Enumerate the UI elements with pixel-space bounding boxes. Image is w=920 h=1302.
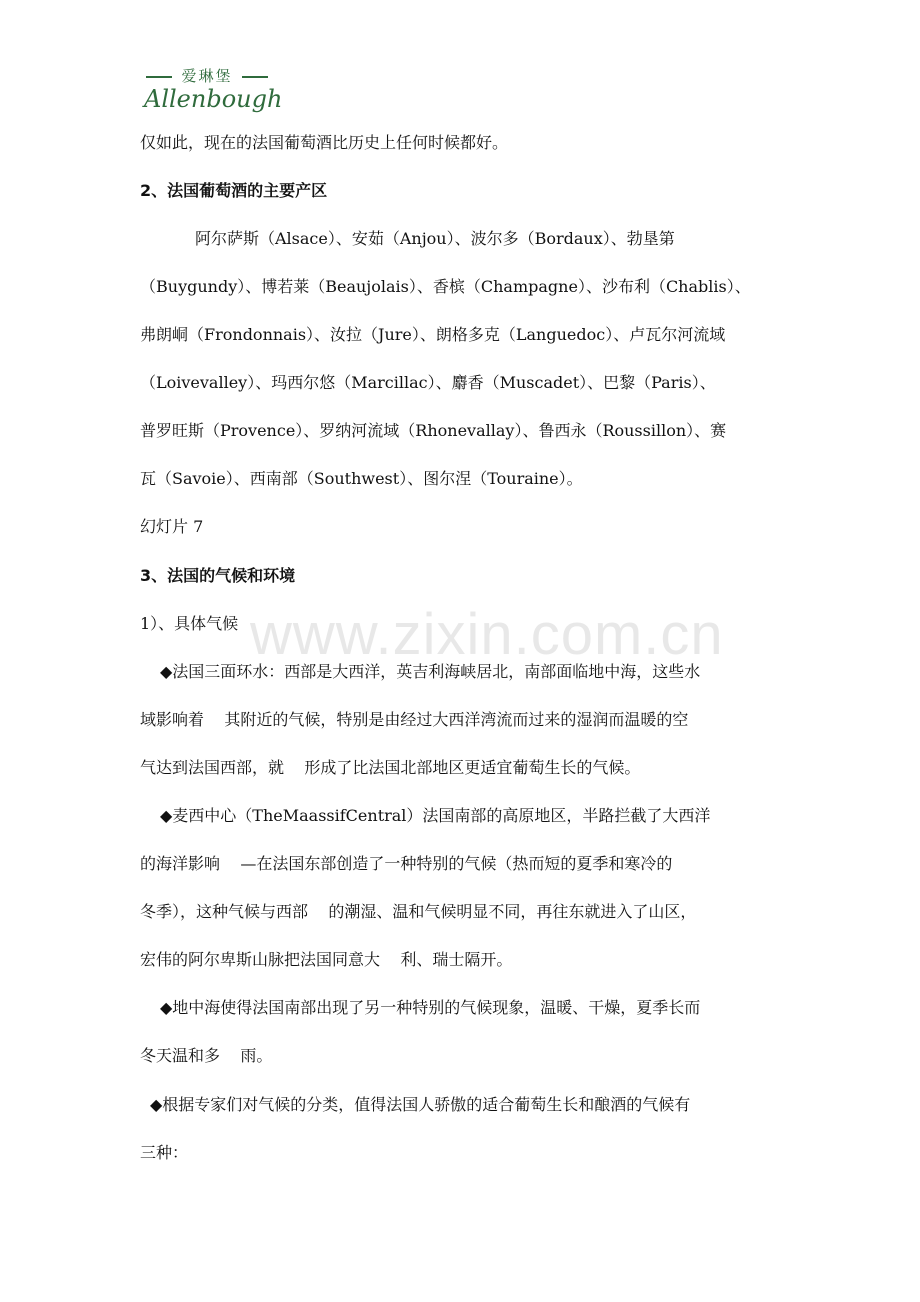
climate-para2-line4: 宏伟的阿尔卑斯山脉把法国同意大 利、瑞士隔开。 (140, 950, 513, 969)
logo-rule-right (242, 76, 268, 78)
climate-para2-line1: ◆麦西中心（TheMaassifCentral）法国南部的高原地区，半路拦截了大西洋 (160, 806, 711, 825)
climate-para3-line1: ◆地中海使得法国南部出现了另一种特别的气候现象，温暖、干燥，夏季长而 (160, 998, 701, 1017)
section-heading-3: 3、法国的气候和环境 (140, 566, 296, 585)
regions-line-1: 阿尔萨斯（Alsace）、安茹（Anjou）、波尔多（Bordaux）、勃垦第 (195, 229, 675, 248)
regions-line-6: 瓦（Savoie）、西南部（Southwest）、图尔涅（Touraine）。 (140, 469, 583, 488)
climate-para2-line2: 的海洋影响 —在法国东部创造了一种特别的气候（热而短的夏季和寒冷的 (140, 854, 673, 873)
regions-line-3: 弗朗峒（Frondonnais）、汝拉（Jure）、朗格多克（Languedoc）、卢瓦尔河流域 (140, 325, 726, 344)
regions-line-4: （Loivevalley）、玛西尔悠（Marcillac）、麝香（Muscadet）、巴黎（Paris）、 (140, 373, 716, 392)
logo-top-row (144, 66, 274, 86)
regions-line-5: 普罗旺斯（Provence）、罗纳河流域（Rhonevallay）、鲁西永（Roussillon）、赛 (140, 421, 727, 440)
logo-rule-left (146, 76, 172, 78)
regions-line-2: （Buygundy）、博若莱（Beaujolais）、香槟（Champagne）、沙布利（Chablis）、 (140, 277, 751, 296)
section-heading-2: 2、法国葡萄酒的主要产区 (140, 181, 328, 200)
climate-para4-line2: 三种： (140, 1143, 189, 1162)
logo-chinese-text: 爱琳堡 (181, 67, 233, 85)
climate-para2-line3: 冬季），这种气候与西部 的潮湿、温和气候明显不同，再往东就进入了山区， (140, 902, 697, 921)
climate-para3-line2: 冬天温和多 雨。 (140, 1046, 273, 1065)
climate-para4-line1: ◆根据专家们对气候的分类，值得法国人骄傲的适合葡萄生长和酿酒的气候有 (150, 1095, 691, 1114)
allenbough-logo (144, 66, 283, 116)
climate-para1-line3: 气达到法国西部，就 形成了比法国北部地区更适宜葡萄生长的气候。 (140, 758, 641, 777)
watermark: www.zixin.com.cn (250, 602, 724, 667)
climate-para1-line2: 域影响着 其附近的气候，特别是由经过大西洋湾流而过来的湿润而温暖的空 (140, 710, 689, 729)
slide-label: 幻灯片 7 (140, 517, 204, 536)
climate-para1-line1: ◆法国三面环水：西部是大西洋，英吉利海峡居北，南部面临地中海，这些水 (160, 662, 701, 681)
logo-english-text: Allenbough (144, 85, 283, 113)
subsection-heading: 1）、具体气候 (140, 614, 239, 633)
paragraph-line-1: 仅如此，现在的法国葡萄酒比历史上任何时候都好。 (140, 133, 509, 152)
